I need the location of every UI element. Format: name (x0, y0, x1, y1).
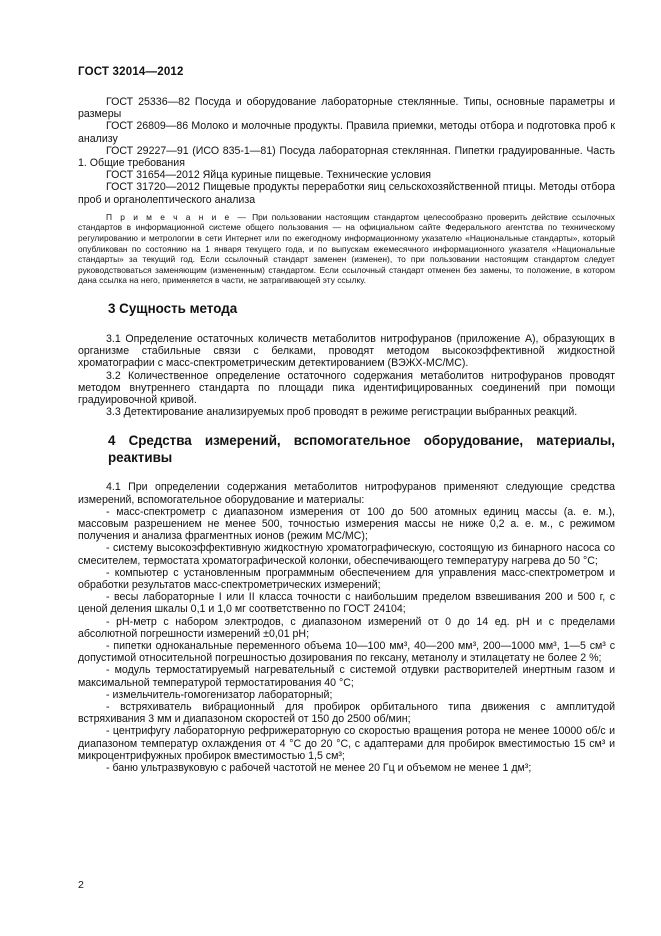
section-3-heading: 3 Сущность метода (108, 300, 238, 316)
note-text: При пользовании настоящим стандартом целесообразно проверить действие ссылочных стандартов в информационной системе общего пользования — на официальном сайте Федерального агентства по техническому регулированию и метрологии в сети Интернет или по ежегодному информационному указателю «Национальные стандарты», который опубликован по состоянию на 1 января текущего года, и по выпускам ежемесячного информационного указателя «Национальные стандарты» за текущий год. Если ссылочный стандарт заменен (изменен), то при пользовании настоящим стандартом следует руководствоваться заменяющим (измененным) стандартом. Если ссылочный стандарт отменен без замены, то положение, в котором дана ссылка на него, применяется в части, не затрагивающей эту ссылку. (78, 211, 615, 286)
section-4-paragraph: 4.1 При определении содержания метаболитов нитрофуранов применяют следующие средства измерений, вспомогательное оборудование и материалы: (78, 481, 615, 506)
section-3-paragraph: 3.2 Количественное определение остаточного содержания метаболитов нитрофуранов проводят методом внутреннего стандарта по площади пика идентифицированных соединений при помощи градуировочной кривой. (78, 369, 615, 406)
equipment-item: - масс-спектрометр с диапазоном измерения от 100 до 500 атомных единиц массы (а. е. м.), массовым разрешением не менее 500, точностью измерения массы не ниже 0,2 а. е. м., с режимом получения и анализа фрагментных ионов (режим МС/МС); (78, 505, 615, 543)
equipment-item: - баню ультразвуковую с рабочей частотой не менее 20 Гц и объемом не менее 1 дм³; (106, 762, 532, 775)
equipment-item: - встряхиватель вибрационный для пробирок орбитального типа движения с амплитудой встряхивания 3 мм и диапазоном скоростей от 150 до 2500 об/мин; (78, 701, 615, 726)
note-label: П р и м е ч а н и е — (106, 211, 248, 222)
section-3-paragraph: 3.1 Определение остаточных количеств метаболитов нитрофуранов (приложение А), образующих в организме стабильные связи с белками, проводят методом высокоэффективной жидкостной хроматографии с масс-спектрометрическим детектированием (ВЭЖХ-МС/МС). (78, 332, 615, 370)
equipment-item: - модуль термостатируемый нагревательный с системой отдувки растворителей инертным газом и максимальной температурой термостатирования 40 °С; (78, 664, 615, 689)
equipment-item: - центрифугу лабораторную рефрижераторную со скоростью вращения ротора не менее 10000 об/с и диапазоном температур охлаждения от 4 °С до 20 °С, с адаптерами для пробирок вместимостью 15 см³ и микроцентрифужных пробирок вместимостью 1,5 см³; (78, 725, 615, 762)
equipment-item: - компьютер с установленным программным обеспечением для управления масс-спектрометром и обработки результатов масс-спектрометрических измерений; (78, 566, 615, 592)
section-4-heading: 4 Средства измерений, вспомогательное оборудование, материалы, реактивы (108, 433, 615, 466)
section-3-paragraph: 3.3 Детектирование анализируемых проб проводят в режиме регистрации выбранных реакций. (106, 406, 578, 419)
equipment-item: - пипетки одноканальные переменного объема 10—100 мм³, 40—200 мм³, 200—1000 мм³, 1—5 см³ с допустимой относительной погрешностью дозирования по гексану, метанолу и этилацетату не более 2 %; (78, 640, 615, 665)
page-header: ГОСТ 32014—2012 (78, 66, 184, 78)
section-3-body (78, 333, 615, 418)
reference-item: ГОСТ 31654—2012 Яйца куриные пищевые. Технические условия (106, 169, 431, 182)
equipment-item: - систему высокоэффективную жидкостную хроматографическую, состоящую из бинарного насоса со смесителем, термостата хроматографической колонки, обеспечивающего температуру нагрева до 50 °С; (78, 542, 615, 567)
reference-item: ГОСТ 25336—82 Посуда и оборудование лабораторные стеклянные. Типы, основные параметры и размеры (78, 96, 615, 121)
equipment-item: - рН-метр с набором электродов, с диапазоном измерений от 0 до 14 ед. рН и с пределами абсолютной погрешности измерений ±0,01 рН; (78, 615, 615, 640)
reference-item: ГОСТ 26809—86 Молоко и молочные продукты. Правила приемки, методы отбора и подготовка проб к анализу (78, 120, 615, 145)
page-content (78, 96, 615, 774)
reference-item: ГОСТ 29227—91 (ИСО 835-1—81) Посуда лабораторная стеклянная. Пипетки градуированные. Часть 1. Общие требования (78, 144, 615, 170)
section-4-body (78, 481, 615, 774)
equipment-item: - весы лабораторные I или II класса точности с наибольшим пределом взвешивания 200 и 500 г, с ценой деления шкалы 0,1 и 1,0 мг соответственно по ГОСТ 24104; (78, 591, 615, 616)
reference-item: ГОСТ 31720—2012 Пищевые продукты переработки яиц сельскохозяйственной птицы. Методы отбора проб и органолептического анализа (78, 181, 615, 206)
normative-references (78, 96, 615, 206)
note-paragraph (78, 212, 615, 286)
equipment-item: - измельчитель-гомогенизатор лабораторный; (106, 688, 333, 701)
page-number: 2 (78, 879, 84, 891)
